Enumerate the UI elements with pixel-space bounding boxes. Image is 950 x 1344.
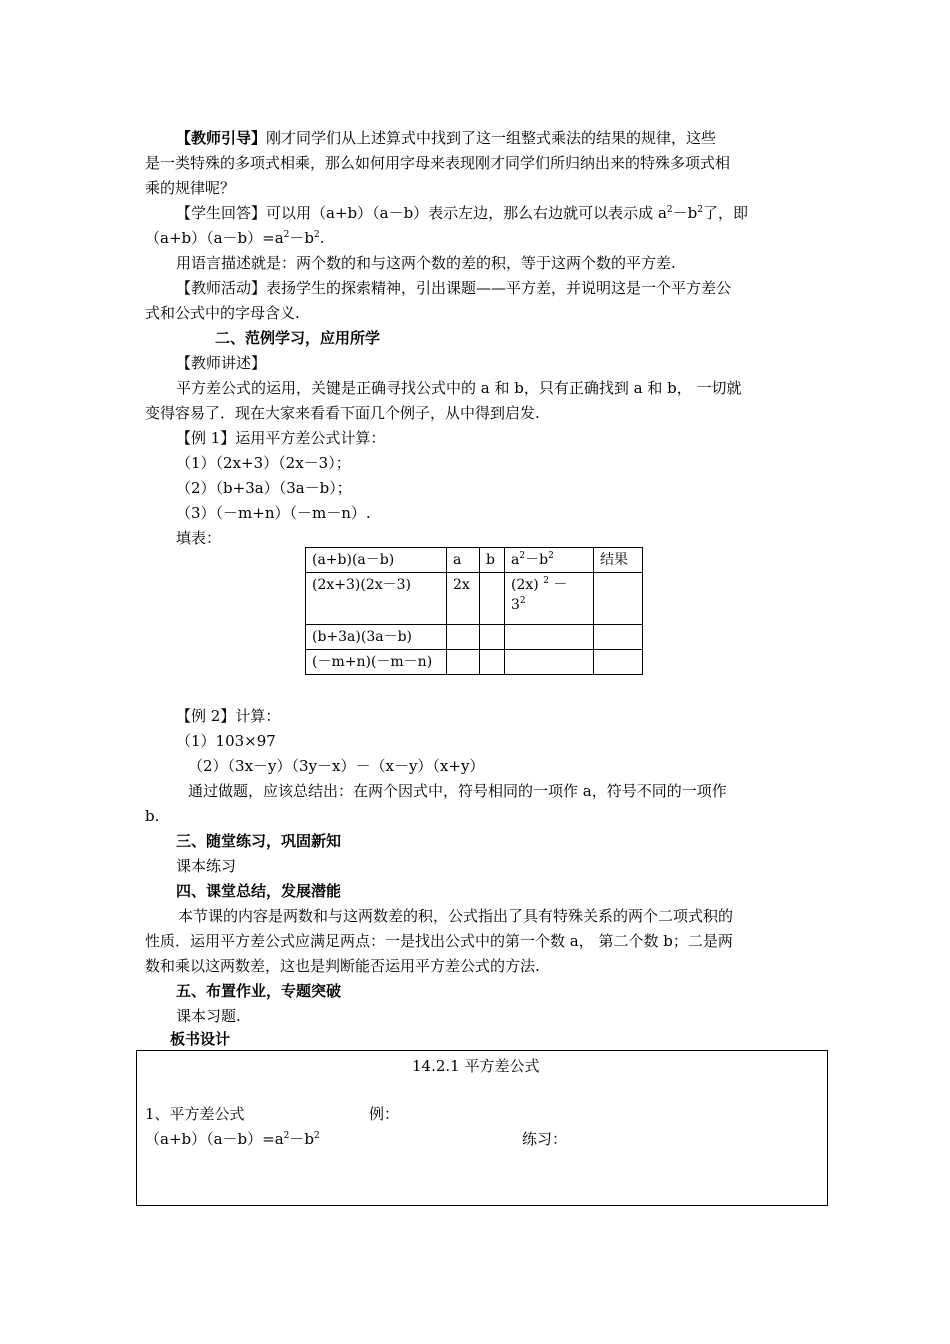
summary-line-1: 通过做题，应该总结出：在两个因式中，符号相同的一项作 a，符号不同的一项作 — [188, 782, 727, 800]
header-a: a — [447, 548, 480, 573]
fill-table-label: 填表： — [176, 529, 222, 547]
conclusion-line-1: 本节课的内容是两数和与这两数差的积，公式指出了具有特殊关系的两个二项式积的 — [178, 907, 734, 925]
board-example-label: 例： — [369, 1105, 400, 1123]
student-answer-tag: 【学生回答】 — [176, 204, 267, 222]
conclusion-line-2: 性质．运用平方差公式应满足两点：一是找出公式中的第一个数 a， 第二个数 b；二是两 — [145, 932, 733, 950]
example-2-item-2: （2）（3x－y）（3y－x）－（x－y）（x+y） — [188, 757, 485, 775]
table-header-row — [306, 548, 643, 573]
example-2-item-1: （1）103×97 — [176, 732, 276, 750]
board-practice-label: 练习： — [522, 1130, 568, 1148]
teacher-activity-line-1: 【教师活动】表扬学生的探索精神，引出课题——平方差，并说明这是一个平方差公 — [176, 279, 732, 297]
teacher-guide-tag: 【教师引导】 — [176, 129, 267, 147]
section-heading-5: 五、布置作业，专题突破 — [176, 982, 342, 1000]
cell-expr: (2x+3)(2x－3) — [306, 573, 447, 625]
cell-diff-squares — [505, 650, 594, 675]
cell-result — [594, 573, 643, 625]
header-diff-squares: $a^2-b^2$ — [505, 548, 594, 573]
cell-a: 2x — [447, 573, 480, 625]
table-row — [306, 650, 643, 675]
fill-table — [305, 547, 643, 675]
explain-line-2: 变得容易了．现在大家来看看下面几个例子，从中得到启发. — [145, 404, 540, 422]
cell-diff-squares: (2x) $^2$ － $3^2$ — [505, 573, 594, 625]
teacher-activity-tag: 【教师活动】 — [176, 279, 267, 297]
summary-line-2: b. — [145, 807, 160, 825]
cell-result — [594, 625, 643, 650]
board-design-label: 板书设计 — [170, 1030, 231, 1048]
example-2-title: 【例 2】计算： — [176, 707, 281, 725]
teacher-guide-line-3: 乘的规律呢？ — [145, 179, 236, 197]
conclusion-line-3: 数和乘以这两数差，这也是判断能否运用平方差公式的方法. — [145, 957, 540, 975]
section-heading-4: 四、课堂总结，发展潜能 — [176, 882, 342, 900]
example-2-tag: 【例 2】 — [176, 707, 236, 725]
board-item-1: 1、平方差公式 — [145, 1105, 245, 1123]
example-1-item-1: （1）（2x+3）（2x－3）； — [176, 454, 351, 472]
section-heading-2: 二、范例学习，应用所学 — [215, 329, 381, 347]
board-formula: $(a+b)(a-b)=a^2-b^2$ — [145, 1130, 320, 1148]
cell-expr: (b+3a)(3a－b) — [306, 625, 447, 650]
cell-b — [480, 650, 505, 675]
table-row — [306, 573, 643, 625]
teacher-guide-line-2: 是一类特殊的多项式相乘，那么如何用字母来表现刚才同学们所归纳出来的特殊多项式相 — [145, 154, 731, 172]
teacher-activity-line-2: 式和公式中的字母含义. — [145, 304, 300, 322]
homework: 课本习题. — [176, 1007, 241, 1025]
cell-a — [447, 625, 480, 650]
header-result: 结果 — [594, 548, 643, 573]
cell-result — [594, 650, 643, 675]
section-heading-3: 三、随堂练习，巩固新知 — [176, 832, 342, 850]
cell-a — [447, 650, 480, 675]
example-1-item-2: （2）（b+3a）（3a－b）； — [176, 479, 352, 497]
teacher-explain-tag: 【教师讲述】 — [176, 354, 267, 372]
cell-expr: (－m+n)(－m－n) — [306, 650, 447, 675]
student-answer-line-2: $(a+b)(a-b)=a^2-b^2$. — [145, 229, 325, 247]
header-b: b — [480, 548, 505, 573]
example-1-item-3: （3）（－m+n）（－m－n）. — [176, 504, 371, 522]
cell-b — [480, 625, 505, 650]
board-title: 14.2.1 平方差公式 — [412, 1057, 540, 1075]
textbook-practice: 课本练习 — [176, 857, 237, 875]
example-1-tag: 【例 1】 — [176, 429, 236, 447]
example-1-title: 【例 1】运用平方差公式计算： — [176, 429, 386, 447]
student-answer-line-1: 【学生回答】可以用（a+b）（a－b）表示左边，那么右边就可以表示成 $a^2-b^2$了，即 — [176, 204, 748, 222]
header-expr: (a+b)(a－b) — [306, 548, 447, 573]
verbal-description: 用语言描述就是：两个数的和与这两个数的差的积，等于这两个数的平方差. — [176, 254, 676, 272]
cell-b — [480, 573, 505, 625]
table-row — [306, 625, 643, 650]
explain-line-1: 平方差公式的运用，关键是正确寻找公式中的 a 和 b，只有正确找到 a 和 b， 一切就 — [176, 379, 742, 397]
cell-diff-squares — [505, 625, 594, 650]
teacher-guide-line-1: 【教师引导】刚才同学们从上述算式中找到了这一组整式乘法的结果的规律，这些 — [176, 129, 717, 147]
board-design-box — [136, 1050, 828, 1206]
